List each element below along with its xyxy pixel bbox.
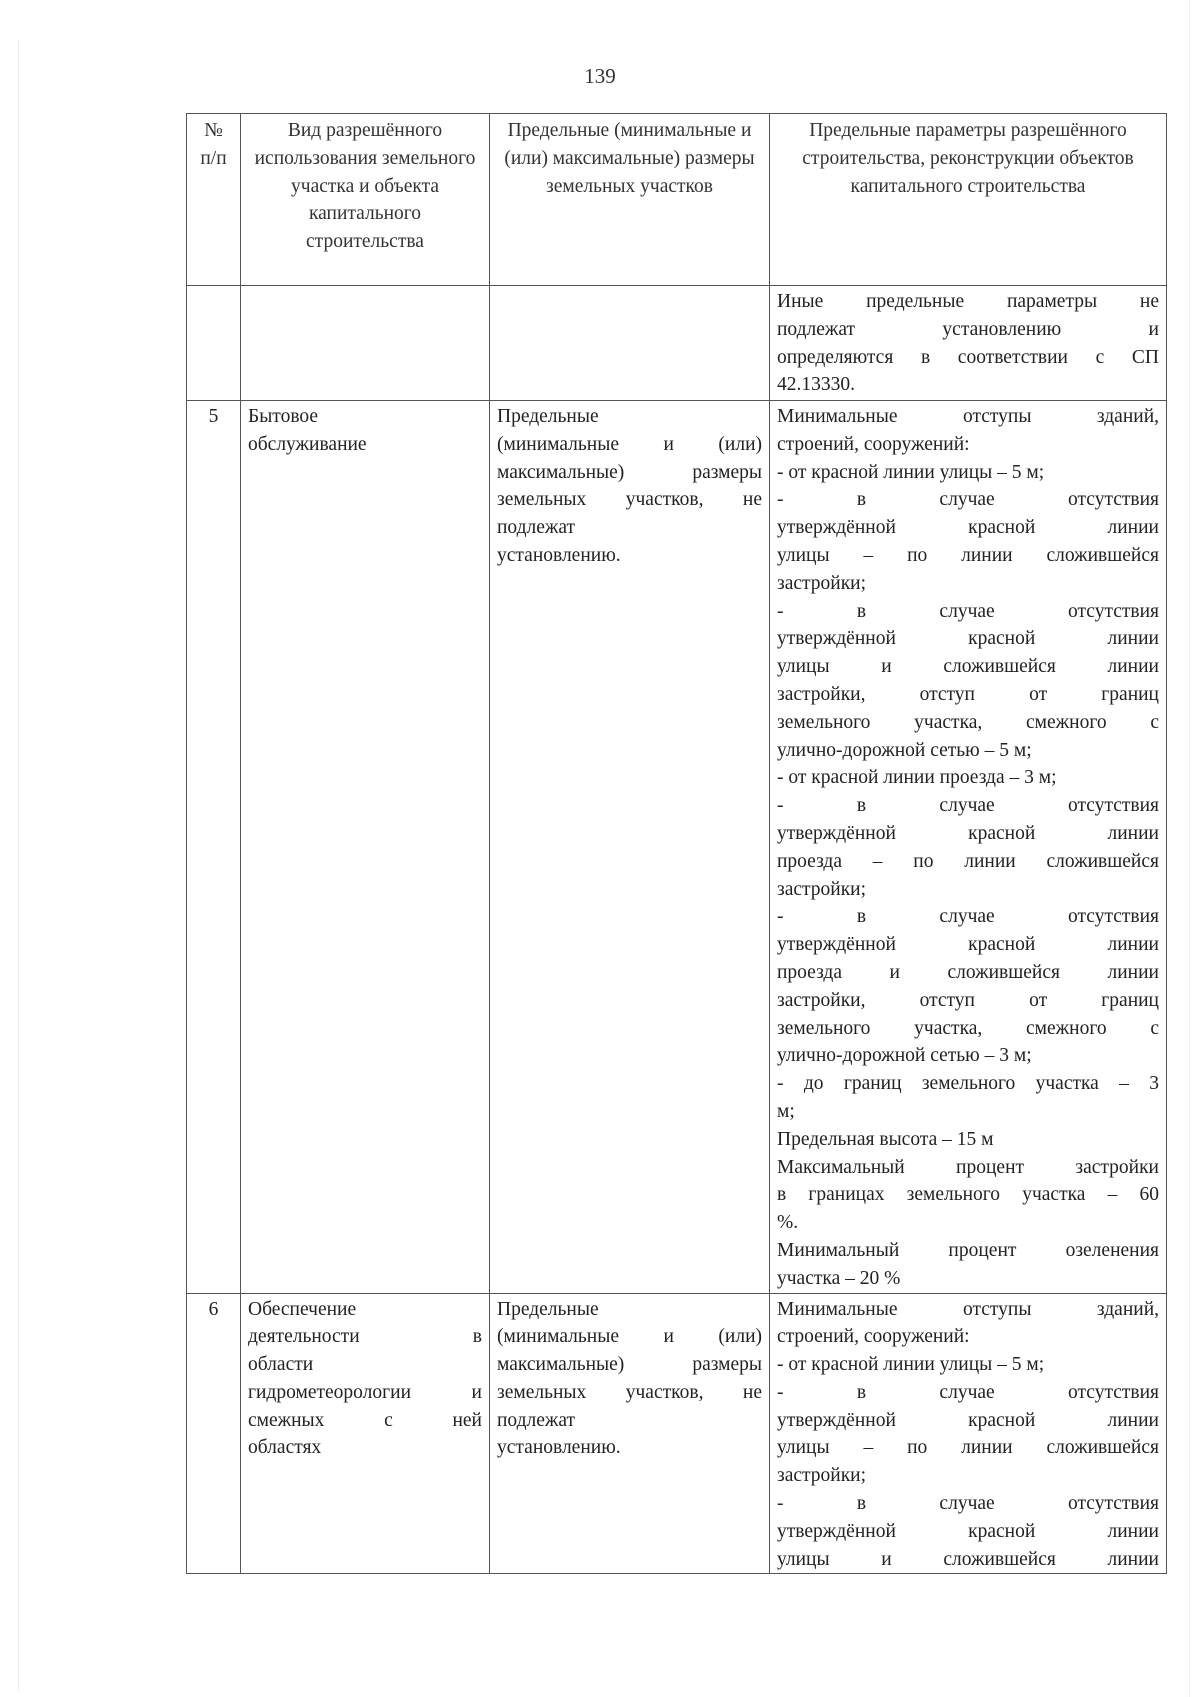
size-line: максимальные) размеры	[497, 1354, 762, 1376]
params-line: утверждённой красной линии	[777, 1409, 1159, 1431]
header-plot-size: Предельные (минимальные и (или) максимальные) размеры земельных участков	[490, 114, 770, 286]
zoning-regulations-table	[186, 113, 1167, 1574]
size-line: Предельные	[497, 1298, 599, 1320]
row-number-cell: 5	[187, 401, 241, 1294]
params-line: 42.13330.	[777, 374, 855, 396]
size-line: установлению.	[497, 1437, 621, 1459]
params-line: - в случае отсутствия	[777, 795, 1159, 817]
params-line: в границах земельного участка – 60	[777, 1184, 1159, 1206]
params-line: - от красной линии улицы – 5 м;	[777, 1354, 1045, 1376]
params-line: улицы – по линии сложившейся	[777, 1437, 1159, 1459]
params-line: застройки;	[777, 572, 867, 594]
size-line: подлежат	[497, 1409, 576, 1431]
build-params-cell	[770, 1293, 1167, 1574]
use-type-cell	[241, 286, 490, 401]
size-line: максимальные) размеры	[497, 461, 762, 483]
size-line: подлежат	[497, 517, 576, 539]
use-type-cell	[241, 401, 490, 1294]
params-line: Минимальные отступы зданий,	[777, 406, 1159, 427]
page-number: 139	[584, 64, 616, 88]
params-line: улично-дорожной сетью – 3 м;	[777, 1045, 1032, 1067]
build-params-cell	[770, 401, 1167, 1294]
use-type-line: области	[248, 1354, 314, 1376]
params-line: подлежат установлению и	[777, 318, 1159, 340]
params-line: земельного участка, смежного с	[777, 711, 1159, 733]
params-line: - до границ земельного участка – 3	[777, 1073, 1159, 1095]
use-type-line: обслуживание	[248, 433, 367, 455]
params-line: утверждённой красной линии	[777, 822, 1159, 844]
use-type-line: Обеспечение	[248, 1298, 357, 1320]
table-header-row	[187, 114, 1167, 286]
use-type-line: смежных с ней	[248, 1409, 482, 1431]
row-number-cell	[187, 286, 241, 401]
params-line: - в случае отсутствия	[777, 1381, 1159, 1403]
table-row-6	[187, 1293, 1167, 1574]
params-line: утверждённой красной линии	[777, 628, 1159, 650]
params-line: застройки, отступ от границ	[777, 989, 1159, 1011]
use-type-line: гидрометеорологии и	[248, 1381, 482, 1403]
plot-size-cell	[490, 1293, 770, 1574]
params-line: участка – 20 %	[777, 1267, 901, 1289]
params-line: строений, сооружений:	[777, 1326, 970, 1348]
params-line: - от красной линии улицы – 5 м;	[777, 461, 1045, 483]
params-line: Предельная высота – 15 м	[777, 1128, 994, 1150]
table-row-5	[187, 401, 1167, 1294]
header-build-params: Предельные параметры разрешённого строительства, реконструкции объектов капитального строительства	[770, 114, 1167, 286]
header-number: № п/п	[187, 114, 241, 286]
params-line: земельного участка, смежного с	[777, 1017, 1159, 1039]
params-line: Максимальный процент застройки	[777, 1156, 1159, 1178]
size-line: Предельные	[497, 406, 599, 427]
params-line: утверждённой красной линии	[777, 934, 1159, 956]
scan-edge-right	[1189, 0, 1190, 1697]
plot-size-cell	[490, 286, 770, 401]
size-line: (минимальные и (или)	[497, 1326, 762, 1348]
use-type-line: Бытовое	[248, 406, 319, 427]
params-line: - от красной линии проезда – 3 м;	[777, 767, 1057, 789]
params-line: - в случае отсутствия	[777, 906, 1159, 928]
params-line: утверждённой красной линии	[777, 517, 1159, 539]
build-params-cell	[770, 286, 1167, 401]
header-use-type: Вид разрешённого использования земельного участка и объекта капитального строительства	[241, 114, 490, 286]
params-line: проезда и сложившейся линии	[777, 961, 1159, 983]
params-line: улично-дорожной сетью – 5 м;	[777, 739, 1032, 761]
params-line: м;	[777, 1100, 795, 1122]
params-line: проезда – по линии сложившейся	[777, 850, 1159, 872]
size-line: (минимальные и (или)	[497, 433, 762, 455]
params-line: строений, сооружений:	[777, 433, 970, 455]
size-line: земельных участков, не	[497, 489, 762, 511]
size-line: установлению.	[497, 544, 621, 566]
params-line: застройки;	[777, 878, 867, 900]
use-type-cell	[241, 1293, 490, 1574]
params-line: - в случае отсутствия	[777, 600, 1159, 622]
params-line: утверждённой красной линии	[777, 1520, 1159, 1542]
params-line: - в случае отсутствия	[777, 1493, 1159, 1515]
params-line: улицы – по линии сложившейся	[777, 544, 1159, 566]
plot-size-cell	[490, 401, 770, 1294]
table-row-continuation	[187, 286, 1167, 401]
use-type-line: областях	[248, 1437, 322, 1459]
params-line: улицы и сложившейся линии	[777, 656, 1159, 678]
params-line: улицы и сложившейся линии	[777, 1548, 1159, 1570]
params-line: Минимальные отступы зданий,	[777, 1298, 1159, 1320]
params-line: застройки;	[777, 1465, 867, 1487]
params-line: Минимальный процент озеленения	[777, 1239, 1159, 1261]
use-type-line: деятельности в	[248, 1326, 482, 1348]
params-line: %.	[777, 1212, 799, 1234]
params-line: - в случае отсутствия	[777, 489, 1159, 511]
params-line: застройки, отступ от границ	[777, 683, 1159, 705]
size-line: земельных участков, не	[497, 1381, 762, 1403]
row-number-cell: 6	[187, 1293, 241, 1574]
params-line: Иные предельные параметры не	[777, 291, 1159, 312]
scan-edge-left	[18, 40, 19, 1690]
params-line: определяются в соответствии с СП	[777, 346, 1159, 368]
